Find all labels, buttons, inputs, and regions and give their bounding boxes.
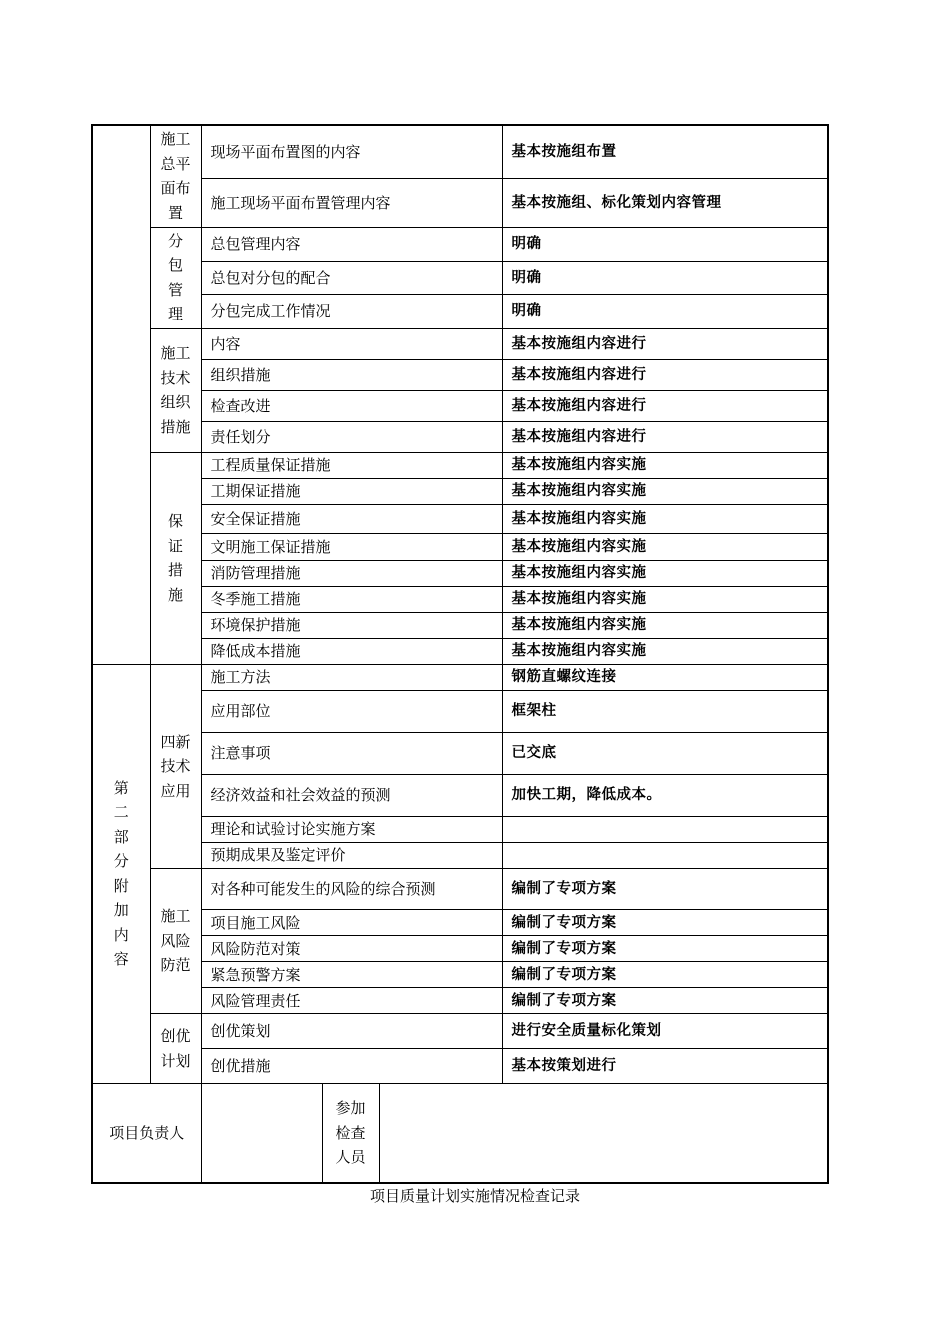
status-cell: 基本按施组内容进行	[502, 328, 828, 359]
item-cell: 现场平面布置图的内容	[201, 125, 502, 178]
status-cell: 基本按施组内容实施	[502, 478, 828, 504]
item-cell: 责任划分	[201, 421, 502, 452]
item-cell: 环境保护措施	[201, 612, 502, 638]
inspectors-label: 参加检查人员	[322, 1084, 379, 1183]
status-cell: 编制了专项方案	[502, 962, 828, 988]
item-cell: 内容	[201, 328, 502, 359]
status-cell: 进行安全质量标化策划	[502, 1014, 828, 1049]
item-cell: 经济效益和社会效益的预测	[201, 774, 502, 816]
risk-group-label: 施工风险防范	[150, 868, 201, 1013]
item-cell: 创优措施	[201, 1049, 502, 1084]
subcontract-group-label: 分包管理	[150, 227, 201, 328]
item-cell: 应用部位	[201, 690, 502, 732]
status-cell: 编制了专项方案	[502, 910, 828, 936]
status-cell: 基本按施组内容进行	[502, 390, 828, 421]
item-cell: 对各种可能发生的风险的综合预测	[201, 868, 502, 909]
status-cell: 加快工期，降低成本。	[502, 774, 828, 816]
inspection-table	[91, 124, 829, 1184]
part1-label-cell	[92, 125, 150, 664]
item-cell: 工程质量保证措施	[201, 452, 502, 478]
item-cell: 降低成本措施	[201, 638, 502, 664]
item-cell: 施工现场平面布置管理内容	[201, 178, 502, 227]
status-cell: 已交底	[502, 732, 828, 774]
four-new-group-label: 四新技术应用	[150, 664, 201, 868]
status-cell: 钢筋直螺纹连接	[502, 664, 828, 690]
item-cell: 检查改进	[201, 390, 502, 421]
status-cell: 编制了专项方案	[502, 868, 828, 909]
project-manager-signature-cell	[201, 1084, 322, 1183]
item-cell: 施工方法	[201, 664, 502, 690]
guarantee-group-label: 保证措施	[150, 452, 201, 664]
inspectors-signature-cell	[379, 1084, 828, 1183]
item-cell: 风险防范对策	[201, 936, 502, 962]
status-cell: 基本按施组内容实施	[502, 560, 828, 586]
document-caption: 项目质量计划实施情况检查记录	[369, 1187, 580, 1205]
status-cell: 基本按施组内容实施	[502, 586, 828, 612]
item-cell: 总包对分包的配合	[201, 261, 502, 294]
project-manager-label: 项目负责人	[92, 1084, 201, 1183]
item-cell: 紧急预警方案	[201, 962, 502, 988]
status-cell: 编制了专项方案	[502, 988, 828, 1014]
status-cell: 明确	[502, 294, 828, 328]
status-cell: 框架柱	[502, 690, 828, 732]
item-cell: 安全保证措施	[201, 504, 502, 533]
item-cell: 文明施工保证措施	[201, 533, 502, 560]
item-cell: 分包完成工作情况	[201, 294, 502, 328]
status-cell	[502, 842, 828, 868]
tech-org-group-label: 施工技术组织措施	[150, 328, 201, 452]
part2-label: 第二部分附加内容	[92, 664, 150, 1083]
item-cell: 冬季施工措施	[201, 586, 502, 612]
status-cell: 基本按施组内容实施	[502, 533, 828, 560]
item-cell: 风险管理责任	[201, 988, 502, 1014]
status-cell: 明确	[502, 261, 828, 294]
item-cell: 理论和试验讨论实施方案	[201, 816, 502, 842]
status-cell: 基本按施组、标化策划内容管理	[502, 178, 828, 227]
item-cell: 总包管理内容	[201, 227, 502, 261]
excellence-group-label: 创优计划	[150, 1014, 201, 1084]
status-cell: 基本按施组布置	[502, 125, 828, 178]
status-cell	[502, 816, 828, 842]
item-cell: 消防管理措施	[201, 560, 502, 586]
status-cell: 基本按施组内容实施	[502, 504, 828, 533]
item-cell: 注意事项	[201, 732, 502, 774]
status-cell: 基本按施组内容实施	[502, 638, 828, 664]
status-cell: 基本按策划进行	[502, 1049, 828, 1084]
status-cell: 明确	[502, 227, 828, 261]
status-cell: 基本按施组内容实施	[502, 452, 828, 478]
status-cell: 编制了专项方案	[502, 936, 828, 962]
layout-group-label: 施工总平面布置	[150, 125, 201, 227]
status-cell: 基本按施组内容实施	[502, 612, 828, 638]
item-cell: 组织措施	[201, 359, 502, 390]
item-cell: 预期成果及鉴定评价	[201, 842, 502, 868]
status-cell: 基本按施组内容进行	[502, 359, 828, 390]
item-cell: 项目施工风险	[201, 910, 502, 936]
status-cell: 基本按施组内容进行	[502, 421, 828, 452]
item-cell: 创优策划	[201, 1014, 502, 1049]
item-cell: 工期保证措施	[201, 478, 502, 504]
